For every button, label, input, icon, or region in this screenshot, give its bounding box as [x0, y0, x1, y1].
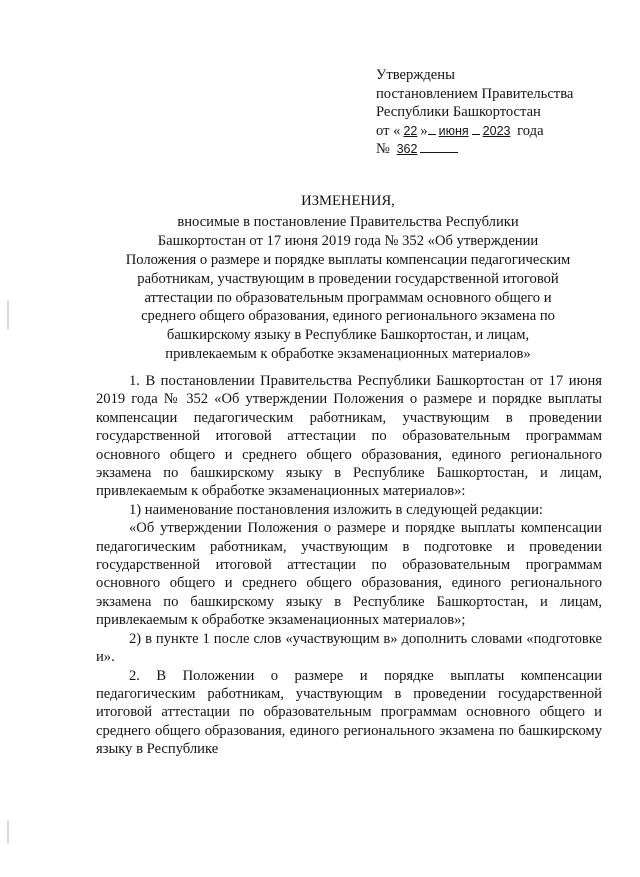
title-line: Положения о размере и порядке выплаты компенсации педагогическим — [125, 251, 571, 268]
approval-year: 2023 — [482, 123, 511, 138]
paragraph: 1. В постановлении Правительства Республики Башкортостан от 17 июня 2019 года № 352 «Об утверждении Положения о размере и порядке выплаты компенсации педагогическим работникам, участвующим в проведении государственной итоговой аттестации по образовательным программам основного общего и среднего общего образования, единого регионального экзамена по башкирскому языку в Республике Башкортостан, и лицам, привлекаемым к обработке экзаменационных материалов»: — [96, 373, 602, 500]
number-underline — [420, 152, 458, 153]
title-line: привлекаемым к обработке экзаменационных материалов» — [165, 346, 531, 363]
document-title — [96, 192, 600, 364]
paragraph: 2. В Положении о размере и порядке выплаты компенсации педагогическим работникам, участвующим в проведении государственной итоговой аттестации по образовательным программам основного общего и среднего общего образования, единого регионального экзамена по башкирскому языку в Республике — [96, 667, 602, 758]
approval-number-line — [376, 140, 616, 159]
approval-stamp-block — [376, 66, 616, 159]
title-line: Башкортостан от 17 июня 2019 года № 352 «Об утверждении — [157, 232, 539, 249]
approval-line: постановлением Правительства — [376, 85, 574, 102]
approval-date-line — [376, 122, 616, 141]
scan-edge-mark — [7, 820, 9, 844]
title-heading: ИЗМЕНЕНИЯ, — [301, 193, 395, 209]
approval-month: июня — [438, 123, 469, 138]
paragraph: «Об утверждении Положения о размере и порядке выплаты компенсации педагогическим работникам, участвующим в подготовке и проведении государственной итоговой аттестации по образовательным программам основного общего и среднего общего образования, единого регионального экзамена по башкирскому языку в Республике Башкортостан, и лицам, привлекаемым к обработке экзаменационных материалов»; — [96, 520, 602, 629]
approval-line: Республики Башкортостан — [376, 104, 541, 121]
date-prefix: от « — [376, 122, 401, 139]
paragraph: 2) в пункте 1 после слов «участвующим в» дополнить словами «подготовке и». — [96, 630, 602, 666]
approval-line: Утверждены — [376, 67, 455, 83]
number-prefix: № — [376, 141, 390, 158]
paragraph: 1) наименование постановления изложить в следующей редакции: — [129, 501, 543, 518]
date-underline — [472, 134, 480, 135]
scan-edge-mark — [7, 300, 9, 330]
date-suffix: года — [517, 122, 544, 139]
title-line: работникам, участвующим в проведении государственной итоговой — [137, 270, 559, 287]
title-line: башкирскому языку в Республике Башкортостан, и лицам, — [166, 327, 530, 344]
date-underline — [428, 134, 436, 135]
document-body — [96, 372, 602, 759]
title-line: аттестации по образовательным программам основного общего и — [144, 289, 552, 306]
approval-day: 22 — [403, 123, 418, 138]
title-line: вносимые в постановление Правительства Республики — [177, 213, 519, 230]
title-line: среднего общего образования, единого регионального экзамена по — [141, 308, 555, 325]
approval-number: 362 — [396, 142, 418, 157]
date-mid: » — [420, 122, 428, 139]
